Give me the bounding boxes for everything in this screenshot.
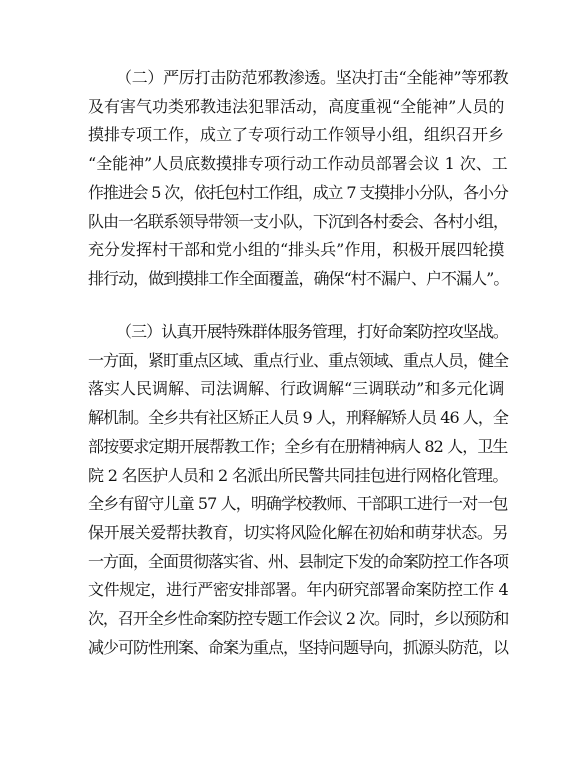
text-line: “全能神”人员底数摸排专项行动工作动员部署会议 1 次、工 [88,154,508,174]
paragraph-special-groups [88,318,508,662]
text-line: （三）认真开展特殊群体服务管理，打好命案防控攻坚战。 [116,322,509,341]
text-line: 摸排专项工作，成立了专项行动工作领导小组，组织召开乡 [88,125,505,145]
text-line: 部按要求定期开展帮教工作；全乡有在册精神病人 82 人，卫生 [88,436,508,456]
text-line: 及有害气功类邪教违法犯罪活动，高度重视“全能神”人员的 [88,96,505,116]
text-line: 全乡有留守儿童 57 人，明确学校教师、干部职工进行一对一包 [88,494,508,514]
text-line: 减少可防性刑案、命案为重点，坚持问题导向，抓源头防范，以 [88,637,509,657]
text-line: 充分发挥村干部和党小组的“排头兵”作用，积极开展四轮摸 [88,240,505,260]
text-line: （二）严厉打击防范邪教渗透。坚决打击“全能神”等邪教 [116,68,509,87]
text-line: 排行动，做到摸排工作全面覆盖，确保“村不漏户、户不漏人”。 [88,268,509,288]
text-line: 次，召开全乡性命案防控专题工作会议 2 次。同时，乡以预防和 [88,609,509,629]
text-line: 一方面，紧盯重点区域、重点行业、重点领域、重点人员，健全 [88,350,509,370]
text-line: 一方面，全面贯彻落实省、州、县制定下发的命案防控工作各项 [88,551,509,571]
text-line: 文件规定，进行严密安排部署。年内研究部署命案防控工作 4 [88,580,509,600]
text-line: 保开展关爱帮扶教育，切实将风险化解在初始和萌芽状态。另 [88,522,509,542]
text-line: 落实人民调解、司法调解、行政调解“三调联动”和多元化调 [88,379,505,399]
paragraph-anti-cult [88,64,508,294]
text-line: 队由一名联系领导带领一支小队，下沉到各村委会、各村小组， [88,211,509,231]
text-line: 解机制。全乡共有社区矫正人员 9 人，刑释解矫人员 46 人，全 [88,408,508,428]
text-line: 院 2 名医护人员和 2 名派出所民警共同挂包进行网格化管理。 [88,465,508,485]
text-line: 作推进会 5 次，依托包村工作组，成立 7 支摸排小分队，各小分 [88,182,508,202]
